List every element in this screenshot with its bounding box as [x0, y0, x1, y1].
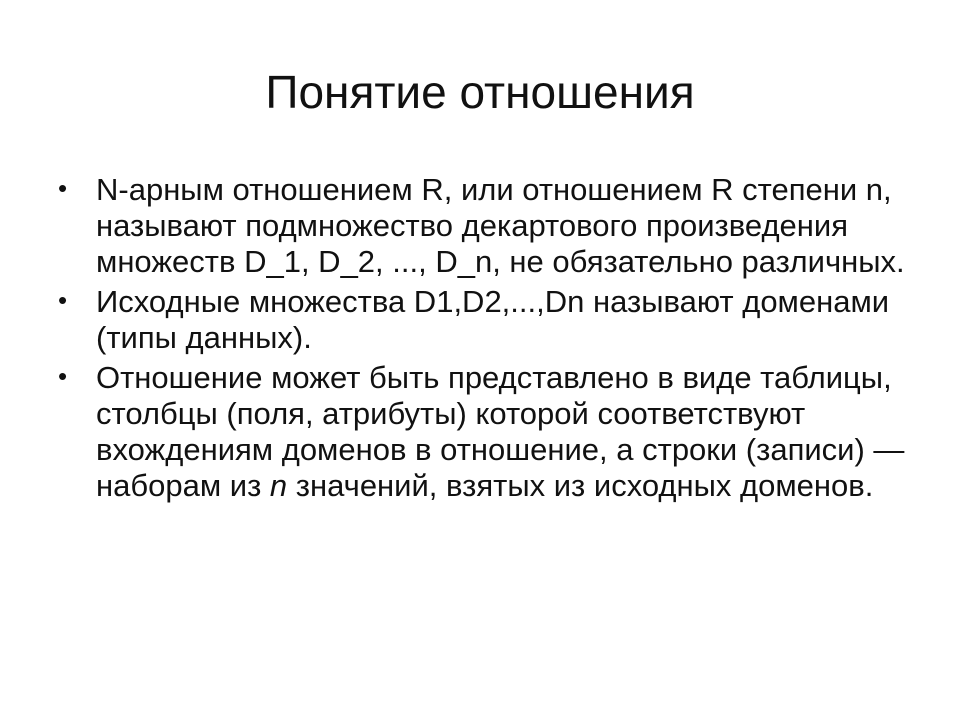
list-item — [58, 284, 908, 356]
bullet-text: Исходные множества D1,D2,...,Dn называют доменами (типы данных). — [96, 284, 890, 355]
bullet-icon: • — [58, 173, 68, 203]
italic-variable: n — [269, 468, 288, 503]
bullet-list — [58, 172, 908, 508]
list-item — [58, 172, 908, 280]
bullet-icon: • — [58, 361, 68, 391]
bullet-text-part: Отношение может быть представлено в виде таблицы, столбцы (поля, атрибуты) которой соответствуют вхождениям доменов в отношение, а строки (записи) — наборам из — [96, 360, 905, 503]
list-item — [58, 360, 908, 504]
slide-title: Понятие отношения — [265, 66, 695, 118]
bullet-text: N-арным отношением R, или отношением R степени n, называют подмножество декартового произведения множеств D_1, D_2, ..., D_n, не обязательно различных. — [96, 172, 905, 279]
bullet-text — [96, 360, 908, 504]
bullet-icon: • — [58, 285, 68, 315]
bullet-text-part: значений, взятых из исходных доменов. — [287, 468, 874, 503]
